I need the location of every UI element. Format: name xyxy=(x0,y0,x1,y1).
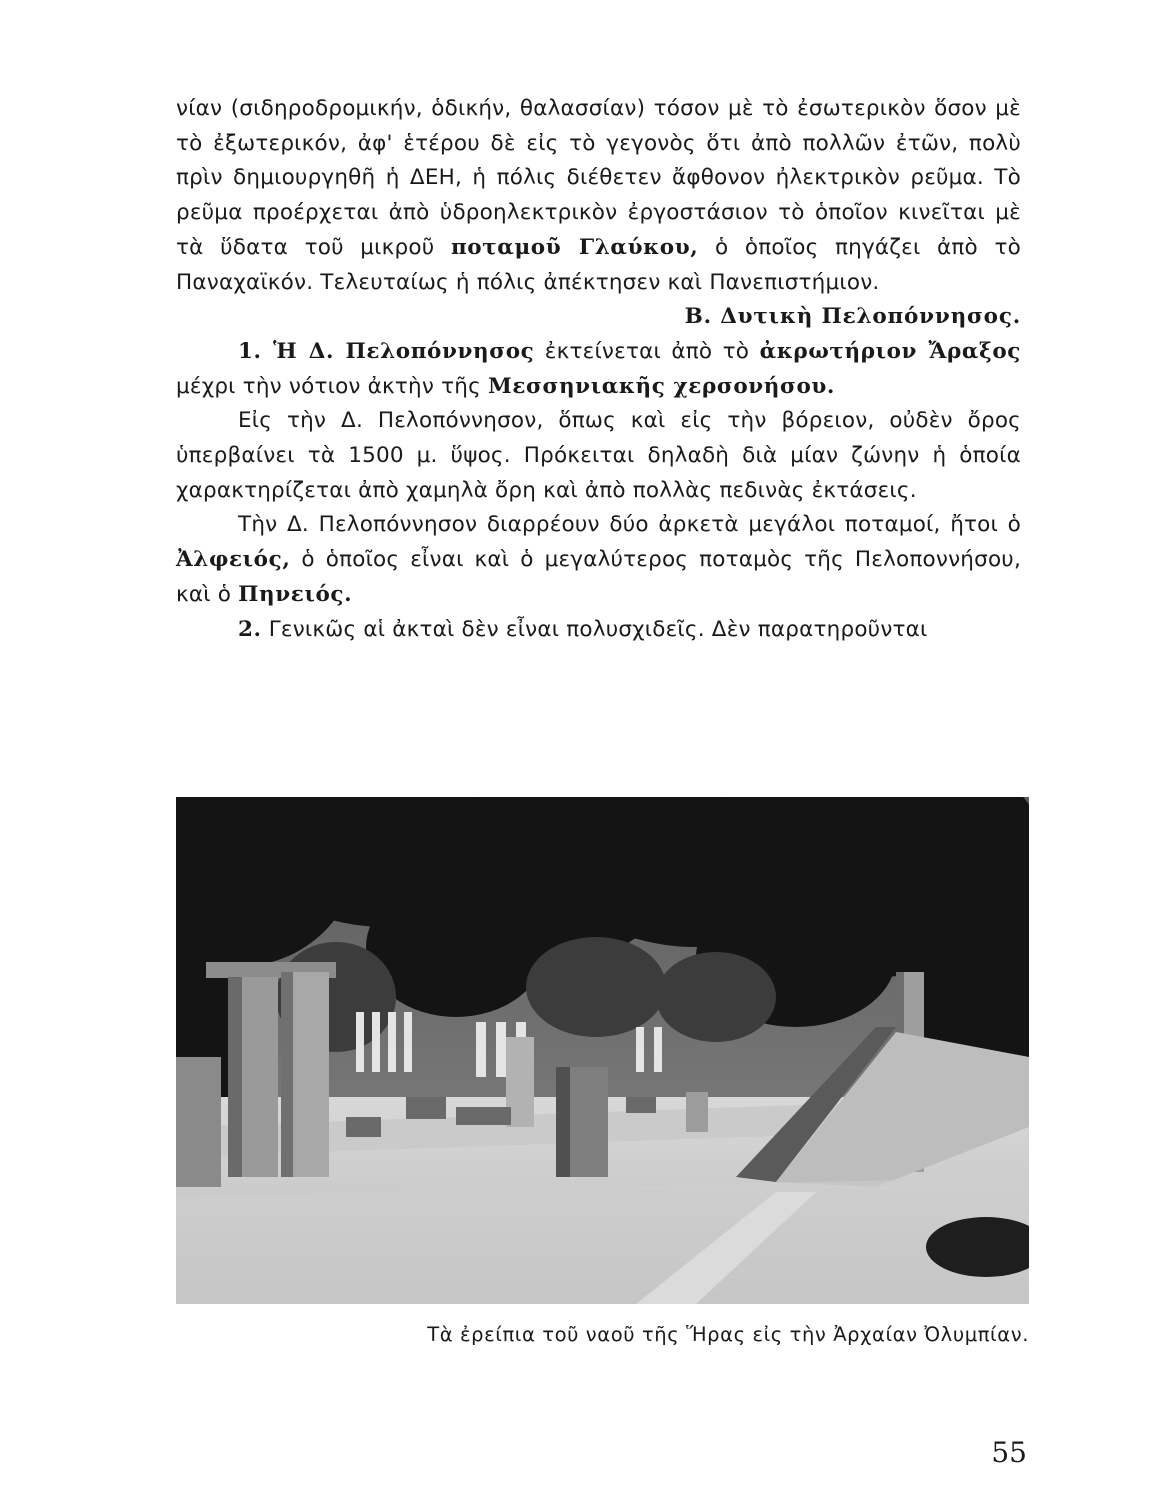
photo-caption: Τὰ ἐρείπια τοῦ ναοῦ τῆς Ἥρας εἰς τὴν Ἀρχαίαν Ὀλυμπίαν. xyxy=(427,1323,1029,1346)
bold-term-west-peloponnese: 1. Ἡ Δ. Πελοπόννησος xyxy=(238,338,535,364)
page-number: 55 xyxy=(991,1436,1027,1469)
photo-illustration xyxy=(176,797,1029,1304)
paragraph-3: Εἰς τὴν Δ. Πελοπόννησον, ὅπως καὶ εἰς τὴν βόρειον, οὐδὲν ὄρος ὑπερβαίνει τὰ 1500 μ. ὕψος. Πρόκειται δηλαδὴ διὰ μίαν ζώνην ἡ ὁποία χαρακτηρίζεται ἀπὸ χαμηλὰ ὄρη καὶ ἀπὸ πολλὰς πεδινὰς ἐκτάσεις. xyxy=(176,408,1021,503)
body-text xyxy=(176,92,1021,647)
photo-temple-of-hera xyxy=(176,797,1029,1304)
bold-term-pineios: Πηνειός. xyxy=(238,581,353,607)
paragraph-4: Τὴν Δ. Πελοπόννησον διαρρέουν δύο ἀρκετὰ μεγάλοι ποταμοί, ἤτοι ὁ Ἀλφειός, ὁ ὁποῖος εἶναι καὶ ὁ μεγαλύτερος ποταμὸς τῆς Πελοποννήσου, καὶ ὁ Πηνειός. xyxy=(176,512,1021,607)
bold-term-glaukos: ποταμοῦ Γλαύκου, xyxy=(450,234,699,260)
paragraph-2: 1. Ἡ Δ. Πελοπόννησος ἐκτείνεται ἀπὸ τὸ ἀκρωτήριον Ἄραξος μέχρι τὴν νότιον ἀκτὴν τῆς Μεσσηνιακῆς χερσονήσου. xyxy=(176,338,1022,399)
bold-term-alfeios: Ἀλφειός, xyxy=(176,547,291,573)
paragraph-number: 2. xyxy=(238,616,262,642)
bold-term-araxos: ἀκρωτήριον Ἄραξος xyxy=(759,338,1022,364)
paragraph-5: 2. Γενικῶς αἱ ἀκταὶ δὲν εἶναι πολυσχιδεῖς. Δὲν παρατηροῦνται xyxy=(238,616,928,642)
bold-term-messinia: Μεσσηνιακῆς χερσονήσου. xyxy=(487,373,836,399)
paragraph-1: νίαν (σιδηροδρομικήν, ὁδικήν, θαλασσίαν) τόσον μὲ τὸ ἐσωτερικὸν ὅσον μὲ τὸ ἐξωτερικόν, ἀφ' ἑτέρου δὲ εἰς τὸ γεγονὸς ὅτι ἀπὸ πολλῶν ἐτῶν, πολὺ πρὶν δημιουργηθῆ ἡ ΔΕΗ, ἡ πόλις διέθετεν ἄφθονον ἠλεκτρικὸν ρεῦμα. Τὸ ρεῦμα προέρχεται ἀπὸ ὑδροηλεκτρικὸν ἐργοστάσιον τὸ ὁποῖον κινεῖται μὲ τὰ ὕδατα τοῦ μικροῦ ποταμοῦ Γλαύκου, ὁ ὁποῖος πηγάζει ἀπὸ τὸ Παναχαϊκόν. Τελευταίως ἡ πόλις ἀπέκτησεν καὶ Πανεπιστήμιον. xyxy=(176,96,1021,295)
section-heading: Β. Δυτικὴ Πελοπόννησος. xyxy=(684,304,1021,330)
